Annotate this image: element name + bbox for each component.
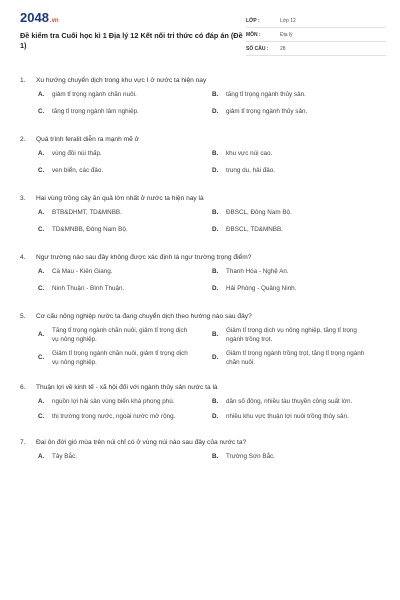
answer-option[interactable] (38, 226, 212, 235)
option-text: Cà Mau - Kiên Giang. (52, 268, 113, 276)
option-text: Giảm tỉ trọng dịch vụ nông nghiệp, tăng tỉ trọng ngành trồng trọt. (226, 327, 357, 343)
option-letter: C. (38, 354, 45, 362)
meta-value: Lớp 12 (280, 17, 296, 24)
option-text: thị trường trong nước, ngoài nước mở rộng. (52, 413, 176, 421)
option-letter: B. (212, 91, 219, 99)
question-text (20, 194, 386, 203)
option-letter: B. (212, 398, 219, 406)
answer-options (20, 327, 386, 373)
question-2 (20, 135, 386, 184)
question-stem: Cơ cấu nông nghiệp nước ta đang chuyển dịch theo hướng nào sau đây? (36, 313, 252, 320)
answer-option[interactable] (38, 285, 212, 294)
option-text: trung du, hải đảo. (226, 167, 276, 175)
option-letter: A. (38, 91, 45, 99)
site-logo[interactable] (20, 10, 245, 29)
option-text: vùng đồi núi thấp. (52, 150, 102, 158)
answer-option[interactable] (212, 226, 386, 235)
option-letter: D. (212, 108, 219, 116)
meta-value: Địa lý (280, 31, 293, 38)
option-letter: D. (212, 285, 219, 293)
answer-option[interactable] (38, 453, 212, 462)
header (20, 0, 386, 60)
option-letter: D. (212, 226, 219, 234)
question-text (20, 253, 386, 262)
question-number: 4. (20, 254, 26, 261)
answer-option[interactable] (212, 453, 386, 462)
question-text (20, 312, 386, 321)
answer-option[interactable] (212, 285, 386, 294)
question-stem: Xu hướng chuyển dịch trong khu vực I ở nước ta hiện nay (36, 77, 207, 84)
logo-suffix: .vn (49, 18, 59, 24)
option-letter: C. (38, 167, 45, 175)
answer-option[interactable] (212, 268, 386, 277)
answer-option[interactable] (212, 413, 386, 422)
option-text: nhiều khu vực thuận lợi nuôi trồng thủy sản. (226, 413, 349, 421)
answer-option[interactable] (38, 167, 212, 176)
answer-option[interactable] (212, 327, 386, 344)
answer-options (20, 209, 386, 243)
option-letter: A. (38, 209, 45, 217)
answer-option[interactable] (38, 209, 212, 218)
option-letter: C. (38, 413, 45, 421)
option-letter: A. (38, 453, 45, 461)
option-text: TD&MNBB, Đông Nam Bộ. (52, 226, 128, 234)
answer-option[interactable] (38, 327, 212, 344)
option-text: Thanh Hóa - Nghệ An. (226, 268, 289, 276)
option-letter: B. (212, 331, 219, 339)
answer-option[interactable] (38, 108, 212, 117)
option-letter: A. (38, 150, 45, 158)
question-number: 1. (20, 77, 26, 84)
question-number: 2. (20, 136, 26, 143)
question-6 (20, 383, 386, 428)
answer-option[interactable] (212, 350, 386, 367)
option-text: giảm tỉ trọng ngành chăn nuôi. (52, 91, 137, 99)
answer-option[interactable] (38, 150, 212, 159)
option-text: ĐBSCL, TD&MNBB. (226, 226, 283, 234)
question-text (20, 135, 386, 144)
meta-row-count (246, 42, 386, 56)
option-text: Tây Bắc. (52, 453, 77, 461)
page-title: Đề kiểm tra Cuối học kì 1 Địa lý 12 Kết nối tri thức có đáp án (Đề 1) (20, 31, 243, 50)
option-letter: A. (38, 268, 45, 276)
question-5 (20, 312, 386, 373)
question-text (20, 383, 386, 392)
option-text: ven biển, các đảo. (52, 167, 104, 175)
option-letter: B. (212, 150, 219, 158)
option-text: khu vực núi cao. (226, 150, 273, 158)
answer-option[interactable] (38, 413, 212, 422)
option-text: dân số đông, nhiều tàu thuyền công suất lớn. (226, 398, 353, 406)
option-text: ĐBSCL, Đông Nam Bộ. (226, 209, 292, 217)
question-stem: Thuận lợi về kinh tế - xã hội đối với ngành thủy sản nước ta là (36, 384, 218, 391)
option-text: BTB&DHMT, TD&MNBB. (52, 209, 122, 217)
option-text: giảm tỉ trọng ngành thủy sản. (226, 108, 308, 116)
option-letter: D. (212, 413, 219, 421)
answer-option[interactable] (212, 398, 386, 407)
meta-label: LỚP : (246, 17, 260, 24)
question-number: 6. (20, 384, 26, 391)
option-text: Hải Phòng - Quảng Ninh. (226, 285, 297, 293)
question-stem: Ngư trường nào sau đây không được xác định là ngư trường trọng điểm? (36, 254, 252, 261)
answer-option[interactable] (38, 91, 212, 100)
answer-option[interactable] (38, 398, 212, 407)
option-letter: A. (38, 331, 45, 339)
meta-box (246, 14, 386, 60)
option-letter: D. (212, 167, 219, 175)
question-4 (20, 253, 386, 302)
answer-option[interactable] (38, 350, 212, 367)
option-letter: C. (38, 108, 45, 116)
question-1 (20, 76, 386, 125)
option-text: nguồn lợi hải sản vùng biển khá phong phú. (52, 398, 175, 406)
question-stem: Hai vùng trồng cây ăn quả lớn nhất ở nước ta hiện nay là (36, 195, 204, 202)
meta-row-subject (246, 28, 386, 42)
logo-main: 2048 (20, 10, 49, 25)
answer-option[interactable] (38, 268, 212, 277)
meta-value: 28 (280, 45, 286, 52)
option-letter: D. (212, 354, 219, 362)
option-text: tăng tỉ trọng ngành lâm nghiệp. (52, 108, 139, 116)
answer-options (20, 268, 386, 302)
answer-option[interactable] (212, 108, 386, 117)
option-letter: B. (212, 453, 219, 461)
answer-option[interactable] (212, 150, 386, 159)
question-number: 5. (20, 313, 26, 320)
option-letter: A. (38, 398, 45, 406)
question-stem: Đai ôn đới gió mùa trên núi chỉ có ở vùng núi nào sau đây của nước ta? (36, 439, 247, 446)
question-text (20, 76, 386, 85)
option-text: Giảm tỉ trọng ngành chăn nuôi, giảm tỉ trọng dịch vụ nông nghiệp. (52, 350, 188, 366)
question-text (20, 438, 386, 447)
meta-row-class (246, 14, 386, 28)
question-number: 7. (20, 439, 26, 446)
answer-options (20, 398, 386, 428)
question-3 (20, 194, 386, 243)
option-letter: B. (212, 268, 219, 276)
option-text: Giảm tỉ trọng ngành trồng trọt, tăng tỉ trọng ngành chăn nuôi. (226, 350, 365, 366)
answer-options (20, 91, 386, 125)
answer-options (20, 453, 386, 470)
question-list (20, 76, 386, 470)
option-text: tăng tỉ trọng ngành thủy sản. (226, 91, 306, 99)
meta-label: MÔN : (246, 31, 261, 38)
question-number: 3. (20, 195, 26, 202)
question-7 (20, 438, 386, 470)
answer-option[interactable] (212, 167, 386, 176)
answer-option[interactable] (212, 209, 386, 218)
option-letter: C. (38, 226, 45, 234)
header-left (20, 10, 245, 60)
option-text: Tăng tỉ trọng ngành chăn nuôi, giảm tỉ trọng dịch vụ nông nghiệp. (52, 327, 188, 343)
option-text: Ninh Thuận - Bình Thuận. (52, 285, 125, 293)
option-letter: B. (212, 209, 219, 217)
meta-label: SỐ CÂU : (246, 45, 269, 52)
question-stem: Quá trình feralit diễn ra mạnh mẽ ở (36, 136, 139, 143)
answer-option[interactable] (212, 91, 386, 100)
option-text: Trường Sơn Bắc. (226, 453, 275, 461)
answer-options (20, 150, 386, 184)
option-letter: C. (38, 285, 45, 293)
